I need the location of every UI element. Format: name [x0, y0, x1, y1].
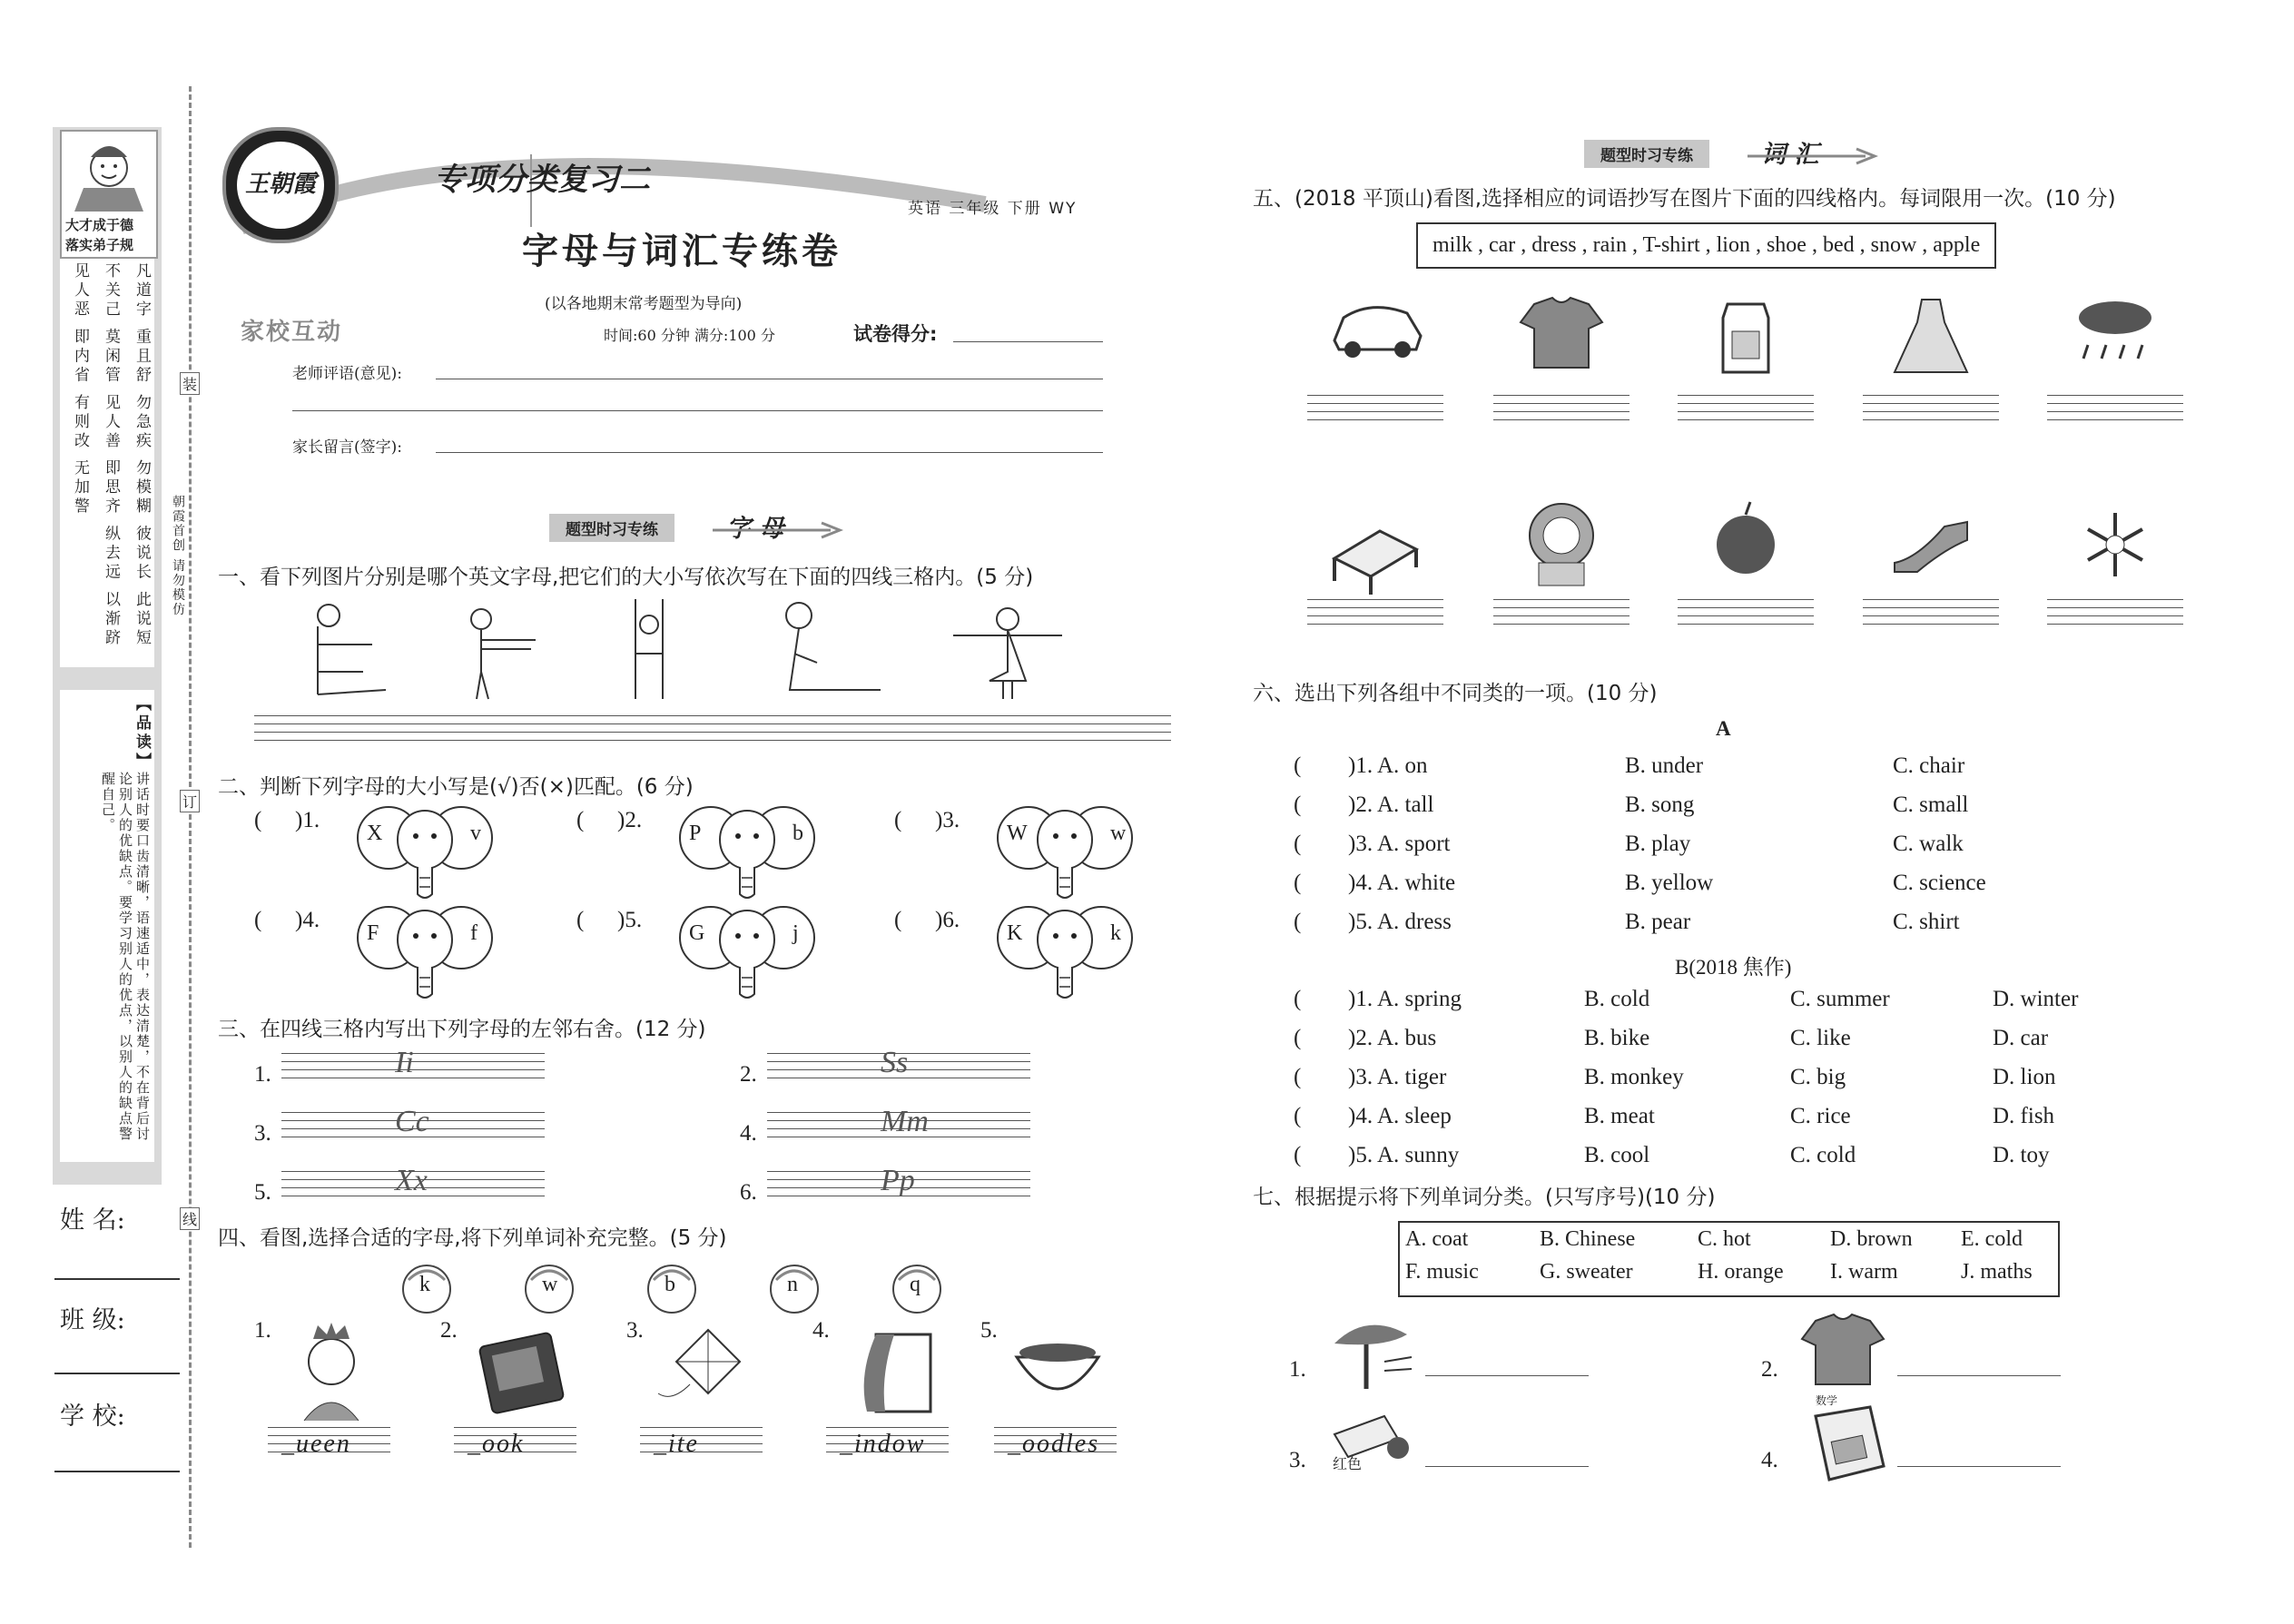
- option-b: B. song: [1625, 792, 1695, 817]
- lowercase-letter: k: [1110, 921, 1121, 945]
- uppercase-letter: X: [367, 822, 383, 845]
- answer-paren[interactable]: (: [576, 908, 585, 932]
- banner-word: 字 母: [726, 515, 784, 543]
- option-c: C. big: [1790, 1065, 1846, 1089]
- elephant-icon: [674, 803, 820, 903]
- answer-paren[interactable]: (: [1294, 1104, 1302, 1128]
- q7-word: H. orange: [1698, 1260, 1784, 1284]
- home-school-tag: 家校互动: [241, 319, 343, 346]
- option-d: D. toy: [1993, 1143, 2050, 1167]
- section-banner-vocab: [1584, 134, 1884, 169]
- candy-letter: q: [910, 1273, 921, 1296]
- elephant-icon: [352, 903, 497, 1003]
- paint-tube-icon: [1321, 1398, 1421, 1489]
- option-c: C. shirt: [1893, 910, 1960, 934]
- option-c: C. chair: [1893, 753, 1965, 778]
- q5-writing-grid[interactable]: [1307, 395, 1443, 428]
- q7-answer-line[interactable]: [1425, 1466, 1589, 1467]
- q7-item-number: 4.: [1761, 1448, 1778, 1472]
- boy-portrait-icon: [62, 132, 156, 213]
- name-field[interactable]: [54, 1278, 180, 1280]
- q7-item-number: 1.: [1289, 1357, 1306, 1382]
- q3-given-letters: Ss: [881, 1046, 909, 1079]
- pindu-title: 【品读】: [133, 695, 151, 772]
- pindu-text: 讲话时要口齿清晰，语速适中，表达清楚，不在背后讨论别人的优缺点。要学习别人的优点，以别人的缺点警醒自己。: [100, 772, 151, 1142]
- tshirt-icon: [1793, 1307, 1893, 1398]
- q4-item-number: 5.: [980, 1318, 998, 1343]
- q4-item-number: 4.: [812, 1318, 830, 1343]
- brand-logo-text: 王朝霞: [244, 171, 316, 198]
- q5-picture: [1325, 290, 1425, 390]
- answer-paren[interactable]: (: [254, 808, 262, 832]
- shoe-icon: [1881, 495, 1981, 595]
- q7-picture: [1321, 1307, 1421, 1398]
- q2-item-number: )4.: [295, 908, 320, 932]
- option-a: )5. A. dress: [1348, 910, 1452, 934]
- q6-title: 六、选出下列各组中不同类的一项。(10 分): [1253, 682, 1658, 705]
- q4-picture: [281, 1321, 381, 1421]
- bed-icon: [1325, 495, 1425, 595]
- lowercase-letter: b: [793, 822, 803, 845]
- q7-word: E. cold: [1961, 1227, 2023, 1251]
- q2-item-number: )2.: [617, 808, 643, 832]
- candy-letter: w: [542, 1273, 558, 1296]
- q5-writing-grid[interactable]: [2047, 599, 2183, 632]
- q4-word-fragment: _ueen: [281, 1430, 351, 1458]
- lion-icon: [1511, 495, 1611, 595]
- q3-given-letters: Xx: [395, 1164, 428, 1197]
- q5-picture: [1696, 495, 1796, 595]
- option-b: B. play: [1625, 832, 1691, 856]
- motto-line-1: 大才成于德: [65, 217, 134, 233]
- book-label: 数学: [1816, 1394, 1838, 1407]
- q2-item-number: )3.: [935, 808, 960, 832]
- q5-writing-grid[interactable]: [1493, 599, 1629, 632]
- course-meta: 英语 三年级 下册 WY: [908, 200, 1078, 218]
- option-c: C. summer: [1790, 987, 1890, 1011]
- q7-answer-line[interactable]: [1897, 1375, 2061, 1376]
- page-title: 字母与词汇专练卷: [522, 230, 842, 272]
- pindu-box: [60, 690, 154, 1162]
- car-icon: [1325, 290, 1425, 390]
- q7-title: 七、根据提示将下列单词分类。(只写序号)(10 分): [1253, 1186, 1716, 1209]
- q2-item-number: )1.: [295, 808, 320, 832]
- option-c: C. rice: [1790, 1104, 1851, 1128]
- paint-label: 红色: [1333, 1455, 1363, 1472]
- brand-logo: [222, 127, 339, 243]
- motto-header: [60, 130, 158, 259]
- q2-item-number: )5.: [617, 908, 643, 932]
- lowercase-letter: v: [470, 822, 481, 845]
- answer-paren[interactable]: (: [894, 808, 902, 832]
- q3-item-number: 5.: [254, 1180, 271, 1205]
- uppercase-letter: G: [689, 921, 705, 945]
- candy-letter: k: [419, 1273, 430, 1296]
- option-a: )1. A. on: [1348, 753, 1428, 778]
- q3-item-number: 6.: [740, 1180, 757, 1205]
- q4-word-fragment: _indow: [840, 1430, 926, 1458]
- banner-arrow-icon: [1748, 147, 1884, 165]
- answer-paren[interactable]: (: [1294, 1065, 1302, 1089]
- q6-group-a-label: A: [1716, 717, 1731, 740]
- elephant-letter-pair: [674, 803, 820, 903]
- window-icon: [840, 1321, 940, 1421]
- q4-word-fragment: _ite: [654, 1430, 699, 1458]
- answer-paren[interactable]: (: [1294, 832, 1302, 856]
- q1-title: 一、看下列图片分别是哪个英文字母,把它们的大小写依次写在下面的四线三格内。(5 分): [218, 566, 1034, 589]
- option-b: B. bike: [1584, 1026, 1650, 1050]
- q3-given-letters: Mm: [881, 1105, 929, 1138]
- teacher-comment-line-2[interactable]: [292, 410, 1103, 411]
- q7-picture: [1321, 1398, 1421, 1489]
- option-a: )2. A. tall: [1348, 792, 1434, 817]
- q5-writing-grid[interactable]: [1678, 599, 1814, 632]
- option-b: B. meat: [1584, 1104, 1655, 1128]
- q1-body-letter-pictures: [300, 599, 1207, 704]
- q4-word-fragment: _ook: [468, 1430, 525, 1458]
- elephant-letter-pair: [352, 903, 497, 1003]
- class-label: 班 级:: [60, 1306, 125, 1334]
- q5-picture: [2065, 290, 2165, 390]
- elephant-icon: [674, 903, 820, 1003]
- q5-word-box: milk , car , dress , rain , T-shirt , lion , shoe , bed , snow , apple: [1416, 222, 1996, 269]
- uppercase-letter: P: [689, 822, 702, 845]
- q4-word-fragment: _oodles: [1008, 1430, 1100, 1458]
- elephant-icon: [992, 903, 1137, 1003]
- rain-icon: [2065, 290, 2165, 390]
- q5-writing-grid[interactable]: [2047, 395, 2183, 428]
- q5-picture: [1325, 495, 1425, 595]
- dress-icon: [1881, 290, 1981, 390]
- banner-arrow-icon: [713, 521, 849, 539]
- uppercase-letter: K: [1007, 921, 1023, 945]
- candy-letter: n: [787, 1273, 798, 1296]
- q5-picture: [1881, 290, 1981, 390]
- q7-word: D. brown: [1830, 1227, 1913, 1251]
- answer-paren[interactable]: (: [254, 908, 262, 932]
- book-icon: [468, 1321, 567, 1421]
- option-a: )2. A. bus: [1348, 1026, 1437, 1050]
- q7-answer-line[interactable]: [1425, 1375, 1589, 1376]
- binding-char-ding: 订: [180, 790, 200, 812]
- option-a: )3. A. tiger: [1348, 1065, 1447, 1089]
- q5-picture: [1511, 290, 1611, 390]
- option-b: B. under: [1625, 753, 1704, 778]
- option-a: )3. A. sport: [1348, 832, 1451, 856]
- uppercase-letter: F: [367, 921, 379, 945]
- q7-word: A. coat: [1405, 1227, 1469, 1251]
- banner-tag: 题型时习专练: [549, 514, 674, 542]
- q4-item-number: 2.: [440, 1318, 458, 1343]
- body-letter-E-figure: [318, 605, 386, 694]
- elephant-icon: [352, 803, 497, 903]
- q6-group-b-label: B(2018 焦作): [1675, 956, 1792, 979]
- candy-letter: b: [665, 1273, 675, 1296]
- option-d: D. car: [1993, 1026, 2049, 1050]
- elephant-letter-pair: [674, 903, 820, 1003]
- q4-picture: [468, 1321, 567, 1421]
- elephant-letter-pair: [352, 803, 497, 903]
- lowercase-letter: f: [470, 921, 478, 945]
- q3-item-number: 1.: [254, 1062, 271, 1087]
- q3-given-letters: Cc: [395, 1105, 429, 1138]
- binding-char-xian: 线: [180, 1207, 200, 1230]
- parent-comment-line[interactable]: [436, 452, 1103, 453]
- score-field[interactable]: [953, 341, 1103, 342]
- q5-title: 五、(2018 平顶山)看图,选择相应的词语抄写在图片下面的四线格内。每词限用一次。(10 分): [1253, 187, 2116, 211]
- uppercase-letter: W: [1007, 822, 1028, 845]
- class-field[interactable]: [54, 1373, 180, 1374]
- q5-writing-grid[interactable]: [1863, 395, 1999, 428]
- q4-picture: [1008, 1321, 1108, 1421]
- banner-word: 词 汇: [1761, 141, 1819, 169]
- q5-writing-grid[interactable]: [1863, 599, 1999, 632]
- q2-item-number: )6.: [935, 908, 960, 932]
- q7-word: B. Chinese: [1540, 1227, 1636, 1251]
- q4-item-number: 1.: [254, 1318, 271, 1343]
- review-subtitle: 专项分类复习二: [434, 162, 650, 198]
- q4-picture: [654, 1321, 753, 1421]
- tree-wind-icon: [1321, 1307, 1421, 1398]
- q7-picture: [1793, 1398, 1893, 1489]
- q4-item-number: 3.: [626, 1318, 644, 1343]
- q3-given-letters: Ii: [395, 1046, 414, 1079]
- option-a: )1. A. spring: [1348, 987, 1462, 1011]
- school-label: 学 校:: [60, 1403, 125, 1431]
- q7-word: I. warm: [1830, 1260, 1898, 1284]
- teacher-comment-label: 老师评语(意见):: [292, 365, 402, 383]
- q4-picture: [840, 1321, 940, 1421]
- option-a: )4. A. white: [1348, 871, 1456, 895]
- answer-paren[interactable]: (: [1294, 753, 1302, 778]
- option-c: C. like: [1790, 1026, 1851, 1050]
- answer-paren[interactable]: (: [1294, 1143, 1302, 1167]
- lowercase-letter: j: [793, 921, 799, 945]
- option-b: B. yellow: [1625, 871, 1714, 895]
- binding-line: [189, 86, 192, 1548]
- q5-picture: [1696, 290, 1796, 390]
- q4-title: 四、看图,选择合适的字母,将下列单词补充完整。(5 分): [218, 1226, 727, 1250]
- section-banner-letters: [549, 508, 849, 543]
- option-c: C. walk: [1893, 832, 1964, 856]
- parent-comment-label: 家长留言(签字):: [292, 438, 402, 457]
- q3-item-number: 2.: [740, 1062, 757, 1087]
- q3-given-letters: Pp: [881, 1164, 915, 1197]
- answer-paren[interactable]: (: [1294, 871, 1302, 895]
- q2-title: 二、判断下列字母的大小写是(√)否(×)匹配。(6 分): [218, 775, 694, 799]
- option-a: )5. A. sunny: [1348, 1143, 1460, 1167]
- q7-word: C. hot: [1698, 1227, 1751, 1251]
- answer-paren[interactable]: (: [1294, 910, 1302, 934]
- motto-column-3: 见人恶 即内省 有则改 无加警: [71, 262, 89, 517]
- snowflake-icon: [2065, 495, 2165, 595]
- option-d: D. winter: [1993, 987, 2079, 1011]
- q5-picture: [2065, 495, 2165, 595]
- option-c: C. cold: [1790, 1143, 1856, 1167]
- milk-icon: [1696, 290, 1796, 390]
- motto-column-2: 不关己 莫闲管 见人善 即思齐 纵去远 以渐跻: [102, 262, 120, 649]
- elephant-letter-pair: [992, 903, 1137, 1003]
- copyright-note: 朝霞首创 请勿模仿: [171, 495, 185, 617]
- tshirt-icon: [1511, 290, 1611, 390]
- queen-icon: [281, 1321, 381, 1421]
- q7-answer-line[interactable]: [1897, 1466, 2061, 1467]
- answer-paren[interactable]: (: [576, 808, 585, 832]
- q7-item-number: 2.: [1761, 1357, 1778, 1382]
- q3-item-number: 4.: [740, 1121, 757, 1146]
- score-label: 试卷得分:: [853, 323, 938, 345]
- q3-title: 三、在四线三格内写出下列字母的左邻右舍。(12 分): [218, 1018, 706, 1041]
- name-label: 姓 名:: [60, 1206, 125, 1235]
- option-c: C. science: [1893, 871, 1986, 895]
- noodles-icon: [1008, 1321, 1108, 1421]
- q5-writing-grid[interactable]: [1307, 599, 1443, 632]
- exam-guide: (以各地期末常考题型为导向): [545, 295, 743, 313]
- q7-word: G. sweater: [1540, 1260, 1633, 1284]
- elephant-icon: [992, 803, 1137, 903]
- q5-picture: [1881, 495, 1981, 595]
- kite-icon: [654, 1321, 753, 1421]
- q3-item-number: 3.: [254, 1121, 271, 1146]
- apple-icon: [1696, 495, 1796, 595]
- option-b: B. cold: [1584, 987, 1650, 1011]
- answer-paren[interactable]: (: [1294, 1026, 1302, 1050]
- option-c: C. small: [1893, 792, 1969, 817]
- banner-tag: 题型时习专练: [1584, 140, 1709, 168]
- option-d: D. lion: [1993, 1065, 2056, 1089]
- option-d: D. fish: [1993, 1104, 2055, 1128]
- motto-column-1: 凡道字 重且舒 勿急疾 勿模糊 彼说长 此说短: [133, 262, 151, 649]
- q7-item-number: 3.: [1289, 1448, 1306, 1472]
- option-a: )4. A. sleep: [1348, 1104, 1452, 1128]
- q1-writing-lines[interactable]: [254, 715, 1171, 748]
- elephant-letter-pair: [992, 803, 1137, 903]
- q5-picture: [1511, 495, 1611, 595]
- binding-char-zhuang: 装: [180, 372, 200, 395]
- option-b: B. cool: [1584, 1143, 1650, 1167]
- time-score: 时间:60 分钟 满分:100 分: [604, 327, 775, 344]
- q7-word: J. maths: [1961, 1260, 2033, 1284]
- q7-picture: [1793, 1307, 1893, 1398]
- answer-paren[interactable]: (: [1294, 987, 1302, 1011]
- q5-writing-grid[interactable]: [1678, 395, 1814, 428]
- school-field[interactable]: [54, 1471, 180, 1472]
- q5-writing-grid[interactable]: [1493, 395, 1629, 428]
- lowercase-letter: w: [1110, 822, 1127, 845]
- answer-paren[interactable]: (: [1294, 792, 1302, 817]
- motto-line-2: 落实弟子规: [65, 237, 134, 253]
- math-book-icon: [1793, 1398, 1893, 1489]
- answer-paren[interactable]: (: [894, 908, 902, 932]
- option-b: B. monkey: [1584, 1065, 1684, 1089]
- option-b: B. pear: [1625, 910, 1691, 934]
- q7-word: F. music: [1405, 1260, 1479, 1284]
- motto-verses: [60, 259, 154, 667]
